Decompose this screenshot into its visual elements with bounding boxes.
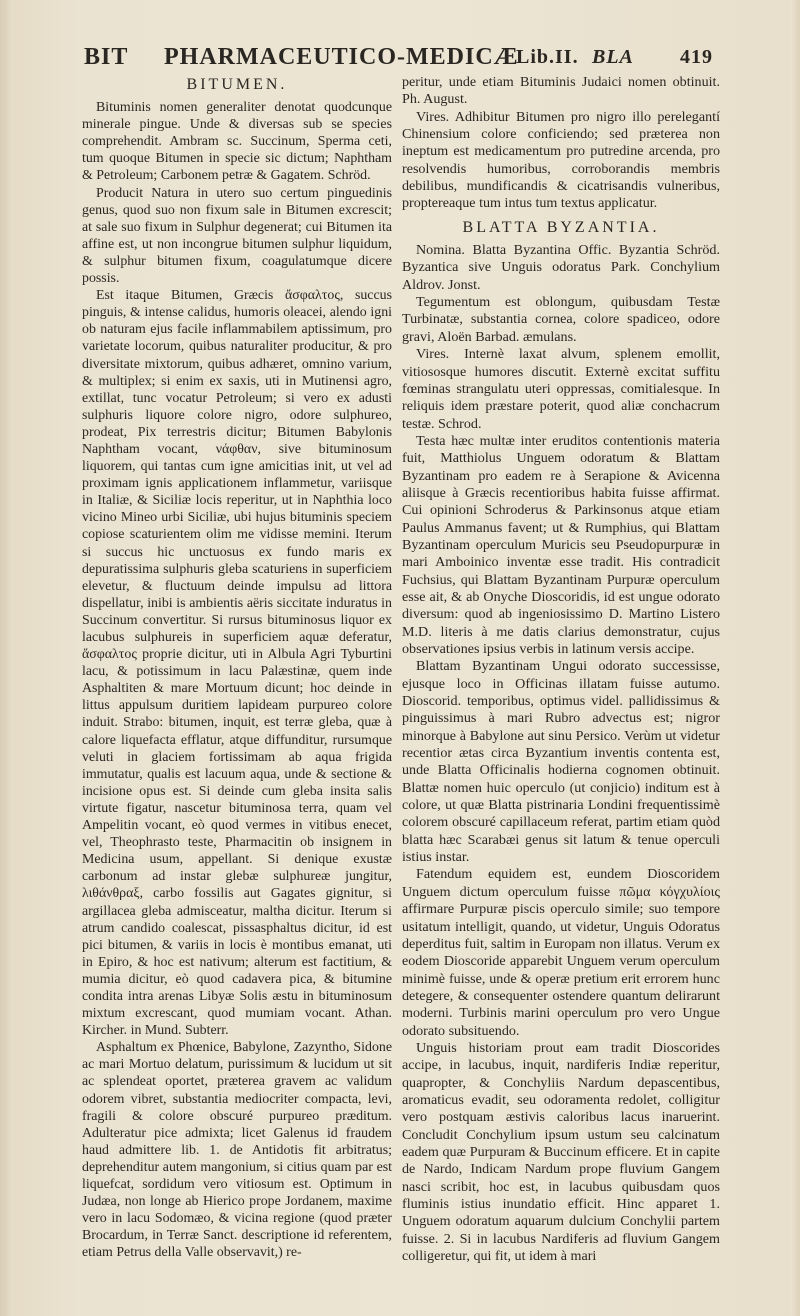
page-edge-shadow: [790, 0, 800, 1316]
page-number: 419: [680, 46, 713, 68]
running-head-left: BIT: [84, 44, 129, 70]
paragraph: Producit Natura in utero suo certum pinguedinis genus, quod suo non fixum sale in Bitumen excrescit; at sale suo fixum in Sulphur degenerat; cui Bitumen ita affine est, ut non incongrue bitumen sulphur liquidum, & sulphur bitumen fixum, coagulatumque dicere possis.: [82, 185, 392, 287]
running-head-title: PHARMACEUTICO-MEDICÆ: [164, 44, 519, 70]
running-head-book: Lib.II.: [516, 46, 579, 68]
paragraph-continued: peritur, unde etiam Bituminis Judaici nomen obtinuit. Ph. August.: [402, 74, 720, 108]
paragraph-vires: Vires. Adhibitur Bitumen pro nigro illo perelegantí Chinensium colore conficiendo; sed præterea non ineptum est medicamentum pro putredine arcenda, pro resolvendis humoribus, corroborandis membris debilibus, mundificandis & cicatrisandis vulneribus, proptereaque tum intus tum textus applicatur.: [402, 108, 720, 212]
paragraph: Blattam Byzantinam Ungui odorato successisse, ejusque loco in Officinas illatam fuisse autumo. Dioscorid. temporibus, optimus videl. pallidissimus & pinguissimus à mari Rubro advectus est; nigror minorque à Babylone aut sinu Persico. Verùm ut videtur recentior ætas circa Byzantium inventis contenta est, unde Blatta Officinalis hodierna cognomen obtinuit. Blattæ nomen huic operculo (ut conjicio) inditum est à colore, ut quæ Blatta pistrinaria Londini frequentissimè colorem obscuré capillaceum referat, partim etiam quòd blatta hæc Scarabæi genus sit latum & tenue operculi istius instar.: [402, 658, 720, 866]
paragraph: Nomina. Blatta Byzantina Offic. Byzantia Schröd. Byzantica sive Unguis odoratus Park. Conchylium Aldrov. Jonst.: [402, 242, 720, 293]
running-head-section: BLA: [592, 46, 634, 68]
paragraph: Est itaque Bitumen, Græcis ἄσφαλτος, succus pinguis, & intense calidus, humoris oleacei, alendo igni ob naturam ejus facile inflammabilem aptissimum, pro varietate locorum, quibus naturaliter producitur, & pro diversitate mixtorum, quibus adhæret, omnino varium, & multiplex; si enim ex saxis, uti in Mutinensi agro, extillat, tunc vocatur Petroleum; si vero ex adusti sulphuris liquore colore nigro, odore sulphureo, prodeat, Pix terrestris dicitur; Bitumen Babylonis Naphtham vocant, νάφθαν, sive bituminosum liquorem, qui tantas cum igne amicitias init, ut vel ad proximam ignis applicationem inflammetur, variisque in Italiæ, & Siciliæ locis reperitur, ut in Naphthia loco vicino Mineo urbi Siciliæ, ubi hujus bituminis speciem copiose scaturientem olim me vidisse memini. Iterum si succus hic unctuosus ex fundo maris ex depuratissima sulphuris gleba scaturiens in superficiem elevetur, & fluctuum deinde impulsu ad littora dispellatur, inibi is ambientis aëris siccitate induratus in Succinum convertitur. Si rursus bituminosus liquor ex lacubus sulphureis in superficiem aquæ deferatur, ἄσφαλτος proprie dicitur, uti in Albula Agri Tyburtini lacu, & potissimum in lacu Palæstinæ, quem inde Asphaltiten & mare Mortuum dicunt; hoc deinde in littus appulsum duritiem lapideam purpureo colore induit. Strabo: bitumen, inquit, est terræ gleba, quæ à calore liquefacta efflatur, atque diffunditur, rursumque veluti in glaciem fortissimam ab aqua frigida immutatur, qualis est lacuum aqua, unde & sectione & incisione opus est. Si deinde cum gleba insita salis virtute figatur, nascetur bituminosa terra, quam vel Ampelitin vocant, eò quod vermes in vitibus enecet, vel, Theophrasto teste, Pharmacitin ob insignem in Medicina usum, appellant. Si denique exustæ carbonum ad instar glebæ sulphureæ jungitur, λιθάνθραξ, carbo fossilis aut Gagates gignitur, si argillacea gleba admisceatur, maltha dicitur. Iterum si atrum candido coalescat, pissasphaltus dicitur, id est pici bitumen, & variis in locis è montibus emanat, uti in Epiro, & hoc est nativum; alterum est factitium, & mumia dicitur, eò quod cadavera pica, & bitumine condita intra arenas Libyæ Solis æstu in bituminosum mixtum excrescant, quod mumiam vocant. Athan. Kircher. in Mund. Subterr.: [82, 288, 392, 1039]
paragraph: Asphaltum ex Phœnice, Babylone, Zazyntho, Sidone ac mari Mortuo delatum, purissimum & lucidum ut sit ac splendeat oportet, præterea gravem ac validum odorem vibret, substantia mediocriter compacta, levi, fragili & colore obscuré purpureo præditum. Adulteratur pice admixta; licet Galenus id fraudem haud admittere lib. 1. de Antidotis fit arbitratus; deprehenditur autem mangonium, si citius quam par est liquefcat, sordidum vero vitiosum est. Optimum in Judæa, non longe ab Hierico prope Jordanem, maxime vero in lacu Sodomæo, & vicina regione (quod præter Brocardum, in Terræ Sanct. descriptione id referentem, etiam Petrus della Valle observavit,) re-: [82, 1040, 392, 1261]
running-head: [84, 44, 724, 74]
paragraph: Fatendum equidem est, eundem Dioscoridem Unguem dictum operculum fuisse πῶμα κόγχυλίοις affirmare Purpuræ piscis operculo simile; suo tempore usitatum intelligit, quando, ut videtur, Unguis Odoratus deperditus fuit, saltim in Europam non illatus. Verum ex eodem Dioscoride apparebit Unguem verum operculum minimè fuisse, unde & operæ pretium erit errorem hunc detegere, & consequenter ostendere quantum delirarunt moderni. Turbinis marini operculum pro vero Ungue odorato subsituendo.: [402, 866, 720, 1039]
paragraph: Testa hæc multæ inter eruditos contentionis materia fuit, Matthiolus Unguem odoratum & Blattam Byzantinam pro eadem re à Serapione & Avicenna aliisque à Græcis recentioribus habita fuisse affirmat. Cui opinioni Schroderus & Parkinsonus atque etiam Paulus Ammanus favent; ut & Rumphius, qui Blattam Byzantinam operculum Muricis seu Pseudopurpuræ in mari Amboinico inventæ esse tradit. His contradicit Fuchsius, qui Blattam Byzantinam Purpuræ operculum esse ait, & ab Onyche Dioscoridis, id est ungue odorato diversum: quod ab ingeniosissimo D. Martino Listero M.D. literis à me datis clarius demonstratur, cujus observationes ipsius verbis in latinum versis accipe.: [402, 432, 720, 657]
paragraph: Tegumentum est oblongum, quibusdam Testæ Turbinatæ, substantia cornea, colore spadiceo, odore gravi, Aloën Barbad. æmulans.: [402, 294, 720, 345]
paragraph: Bituminis nomen generaliter denotat quodcunque minerale pingue. Unde & diversas sub se species comprehendit. Ambram sc. Succinum, Sperma ceti, tum quoque Bitumen in specie sic dictum; Naphtham & Petroleum; Carbonem petræ & Gagatem. Schröd.: [82, 100, 392, 184]
page-gutter-shadow: [0, 0, 14, 1316]
left-column: [82, 74, 392, 1261]
section-heading-blatta: BLATTA BYZANTIA.: [462, 218, 660, 236]
paragraph: Vires. Internè laxat alvum, splenem emollit, vitiososque humores discutit. Externè excitat suffitu fœminas strangulatu uteri oppressas, comitialesque. In reliquis idem præstare poterit, quod aliæ conchacrum testæ. Schrod.: [402, 346, 720, 432]
section-heading-bitumen: BITUMEN.: [186, 76, 288, 93]
right-column: [402, 74, 720, 1265]
paragraph: Unguis historiam prout eam tradit Dioscorides accipe, in lacubus, inquit, nardiferis Indiæ reperitur, quapropter, & Conchyliis Nardum depascentibus, aromaticus evadit, seu odoramenta redolet, colligitur vero postquam æstivis caloribus lacus inaruerint. Concludit Conchylium ipsum ustum seu calcinatum eadem quæ Purpuram & Buccinum efficere. Et in capite de Nardo, Indicam Nardum prope fluvium Gangem nasci scribit, hoc est, in lacubus quibusdam quos fluminis istius inundatio efficit. Hinc apparet 1. Unguem odoratum aquarum dulcium Conchylii partem fuisse. 2. Si in lacubus Nardiferis ad fluvium Gangem colligeretur, qui fit, ut idem à mari: [402, 1039, 720, 1265]
